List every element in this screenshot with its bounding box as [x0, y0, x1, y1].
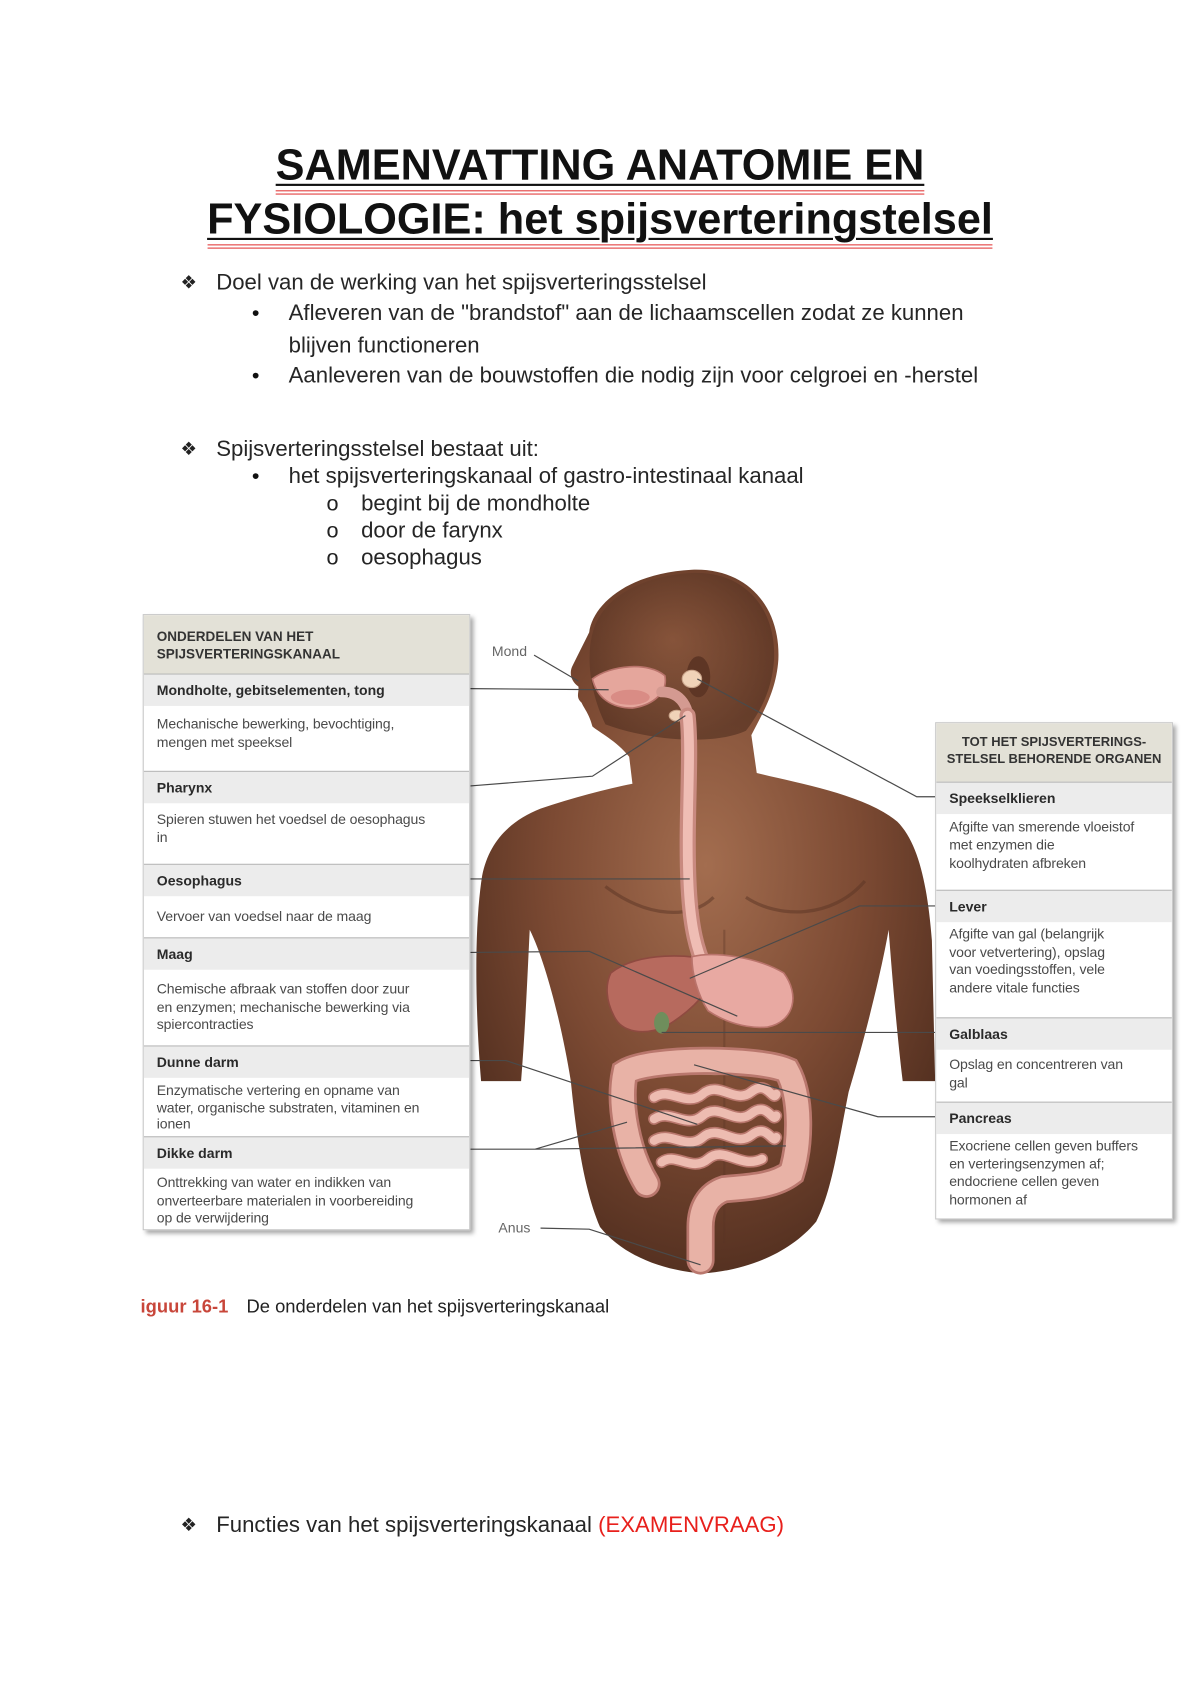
label-mond: Mond	[491, 643, 528, 660]
description-line: Chemische afbraak van stoffen door zuur	[156, 980, 410, 997]
table-row-description	[936, 814, 1172, 890]
description-line: ionen	[156, 1115, 191, 1132]
description-line: op de verwijdering	[156, 1209, 269, 1226]
table-row-title: Pharynx	[144, 771, 469, 803]
description-line: Afgifte van smerende vloeistof	[949, 818, 1135, 835]
table-row-description	[144, 803, 469, 864]
bullet-icon: •	[251, 364, 260, 389]
table-row-title: Maag	[144, 937, 469, 969]
accessory-organs-table	[935, 722, 1173, 1219]
table-row-title: Speekselklieren	[936, 782, 1172, 814]
circle-bullet-icon: o	[326, 518, 339, 543]
table-row-title: Lever	[936, 890, 1172, 922]
table-row-title: Oesophagus	[144, 864, 469, 896]
table-row-description	[144, 706, 469, 771]
section-functions-heading: Functies van het spijsverteringskanaal	[216, 1512, 592, 1538]
table-row-title: Dikke darm	[144, 1136, 469, 1168]
title-text-1: SAMENVATTING ANATOMIE EN	[276, 142, 925, 195]
table-header-line: SPIJSVERTERINGSKANAAL	[156, 646, 340, 662]
circle-bullet-icon: o	[326, 491, 339, 516]
description-line: Enzymatische vertering en opname van	[156, 1082, 400, 1099]
description-line: Opslag en concentreren van	[949, 1056, 1123, 1073]
description-line: andere vitale functies	[949, 978, 1080, 996]
table-header-line: ONDERDELEN VAN HET	[156, 629, 314, 645]
table-row-description	[936, 1134, 1172, 1219]
parts-subitem-3: oesophagus	[361, 544, 482, 570]
salivary-gland	[682, 670, 701, 687]
description-line: hormonen af	[949, 1190, 1027, 1208]
description-line: Afgifte van gal (belangrijk	[949, 925, 1105, 942]
parts-subitem-1: begint bij de mondholte	[361, 490, 591, 516]
title-text-2: FYSIOLOGIE: het spijsverteringstelsel	[207, 196, 993, 249]
table-header	[936, 723, 1172, 781]
description-line: gal	[949, 1074, 968, 1091]
goal-item-1-line-2: blijven functioneren	[288, 332, 480, 358]
description-line: koolhydraten afbreken	[949, 855, 1086, 872]
digestive-tract-parts-table	[143, 614, 471, 1230]
description-line: Vervoer van voedsel naar de maag	[156, 908, 372, 925]
section-functions	[216, 1512, 784, 1538]
tongue	[611, 690, 650, 705]
exam-question-note: (EXAMENVRAAG)	[598, 1512, 785, 1538]
table-row-description	[144, 970, 469, 1046]
description-line: Mechanische bewerking, bevochtiging,	[156, 715, 395, 732]
description-line: water, organische substraten, vitaminen en	[156, 1098, 420, 1116]
goal-item-2: Aanleveren van de bouwstoffen die nodig zijn voor celgroei en -herstel	[288, 363, 979, 389]
bullet-icon: •	[251, 464, 260, 489]
parts-item: het spijsverteringskanaal of gastro-intestinaal kanaal	[288, 463, 804, 489]
table-header-line: STELSEL BEHORENDE ORGANEN	[946, 751, 1162, 767]
description-line: voor vetvertering), opslag	[949, 943, 1105, 960]
table-row-title: Dunne darm	[144, 1045, 469, 1077]
figure-caption-number: iguur 16-1	[140, 1296, 229, 1317]
description-line: in	[156, 828, 168, 845]
description-line: spiercontracties	[156, 1016, 254, 1033]
bullet-icon: •	[251, 301, 260, 326]
table-header-line: TOT HET SPIJSVERTERINGS-	[961, 734, 1147, 750]
description-line: en enzymen; mechanische bewerking via	[156, 998, 410, 1015]
table-header	[144, 615, 469, 673]
description-line: van voedingsstoffen, vele	[949, 961, 1105, 978]
table-row-description	[144, 1169, 469, 1231]
description-line: onverteerbare materialen in voorbereiding	[156, 1191, 414, 1209]
description-line: Spieren stuwen het voedsel de oesophagus	[156, 810, 426, 828]
figure-caption-text: De onderdelen van het spijsverteringskanaal	[246, 1296, 610, 1317]
description-line: en verteringsenzymen af;	[949, 1155, 1105, 1172]
section-parts-heading: Spijsverteringsstelsel bestaat uit:	[216, 436, 539, 462]
circle-bullet-icon: o	[326, 545, 339, 570]
label-anus: Anus	[498, 1219, 531, 1236]
diamond-bullet-icon: ❖	[180, 1514, 198, 1537]
description-line: Onttrekking van water en indikken van	[156, 1174, 392, 1191]
table-row-description	[144, 1078, 469, 1136]
section-goal-heading: Doel van de werking van het spijsverteringsstelsel	[216, 270, 707, 296]
parts-subitem-2: door de farynx	[361, 517, 503, 543]
table-row-title: Galblaas	[936, 1017, 1172, 1049]
table-row-description	[936, 922, 1172, 1017]
description-line: met enzymen die	[949, 836, 1055, 853]
table-row-description	[144, 896, 469, 937]
diamond-bullet-icon: ❖	[180, 438, 198, 461]
table-row-description	[936, 1050, 1172, 1102]
description-line: mengen met speeksel	[156, 733, 293, 750]
table-row-title: Pancreas	[936, 1102, 1172, 1134]
description-line: endocriene cellen geven	[949, 1172, 1100, 1190]
diamond-bullet-icon: ❖	[180, 272, 198, 295]
gallbladder	[654, 1012, 669, 1034]
table-row-title: Mondholte, gebitselementen, tong	[144, 674, 469, 706]
goal-item-1-line-1: Afleveren van de "brandstof" aan de lichaamscellen zodat ze kunnen	[288, 300, 964, 326]
description-line: Exocriene cellen geven buffers	[949, 1137, 1138, 1154]
